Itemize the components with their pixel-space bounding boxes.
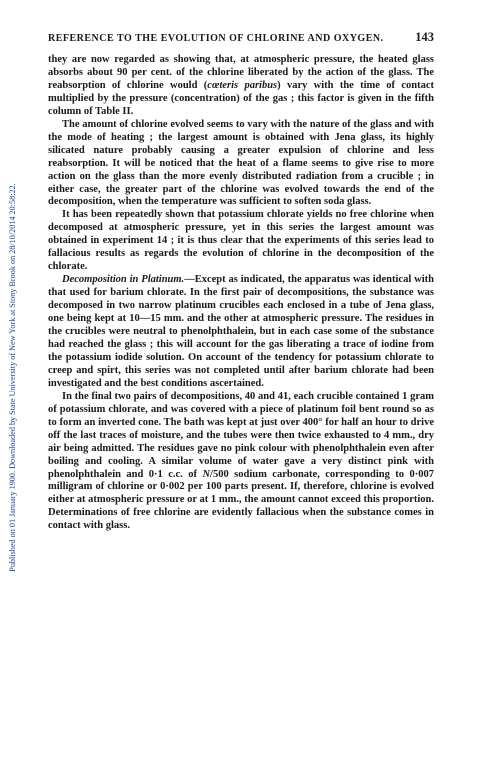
- running-header: [48, 30, 434, 45]
- journal-page: [48, 30, 434, 533]
- paragraph-platinum-text: —Except as indicated, the apparatus was identical with that used for barium chlorate. In the first pair of decompositions, the substance was decomposed in two narrow platinum crucibles each enclosed in a tube of Jena glass, one being kept at 10—15 mm. and the other at atmospheric pressure. The residues in the crucibles were neutral to phenolphthalein, but in each case some of the substance had reached the glass ; this will account for the gas liberating a trace of iodine from the potassium iodide solution. On account of the tendency for potassium chlorate to creep and spirt, this series was not completed until after barium chlorate had been investigated and the best conditions ascertained.: [48, 274, 434, 389]
- download-watermark-text: Published on 01 January 1900. Downloaded by State University of New York at Stony Brook on 28/10/2014 20:58:22.: [8, 183, 17, 572]
- paragraph-1-part-a: they are now regarded as showing that, at atmospheric pressure, the heated glass absorbs about 90 per cent. of the chlorine liberated by the action of the glass. The reabsorption of chlorine would (: [48, 54, 434, 91]
- page-number: 143: [415, 30, 434, 44]
- section-heading-platinum: Decomposition in Platinum.: [62, 274, 185, 286]
- paragraph-fallacious-results: It has been repeatedly shown that potassium chlorate yields no free chlorine when decomposed at atmospheric pressure, yet in this series the largest amount was obtained in experiment 14 ; it is thus clear that the experiments of this series lead to fallacious results as regards the evolution of chlorine in the decomposition of the chlorate.: [48, 209, 434, 273]
- paragraph-glass-nature: The amount of chlorine evolved seems to vary with the nature of the glass and with the mode of heating ; the largest amount is obtained with Jena glass, its highly silicated nature probably causing a greater expulsion of chlorine and less reabsorption. It will be noticed that the heat of a flame seems to give rise to more action on the glass than the more evenly distributed radiation from a crucible ; in either case, the greater part of the chlorine was evolved towards the end of the decomposition, when the temperature was sufficient to soften soda glass.: [48, 118, 434, 208]
- paragraph-final-decompositions: [48, 391, 434, 533]
- download-watermark: [6, 20, 20, 735]
- paragraph-1-part-b: ) vary with the time of contact multiplied by the pressure (concentration) of the gas ; this factor is given in the fifth column of Table II.: [48, 79, 434, 117]
- body-text: [48, 54, 434, 533]
- latin-phrase: cœteris paribus: [207, 79, 278, 91]
- running-title: REFERENCE TO THE EVOLUTION OF CHLORINE AND OXYGEN.: [48, 33, 384, 44]
- paragraph-5-part-a: In the final two pairs of decompositions, 40 and 41, each crucible contained 1 gram of potassium chlorate, and was covered with a piece of platinum foil bent round so as to form an inverted cone. The bath was kept at just over 400° for half an hour to drive off the last traces of moisture, and the tubes were then twice exhausted to 4 mm., dry air being admitted. The residues gave no pink colour with phenolphthalein even after boiling and cooling. A similar volume of water gave a very distinct pink with phenolphthalein and 0·1 c.c. of: [48, 390, 434, 480]
- paragraph-5-part-b: /500 sodium carbonate, corresponding to 0·007 milligram of chlorine or 0·002 per 100 parts present. If, therefore, chlorine is evolved either at atmospheric pressure or at 1 mm., the amount cannot exceed this proportion. Determinations of free chlorine are evidently fallacious when the substance comes in contact with glass.: [48, 468, 434, 532]
- paragraph-platinum: [48, 274, 434, 391]
- paragraph-continued: [48, 54, 434, 119]
- normality-symbol: N: [202, 468, 211, 480]
